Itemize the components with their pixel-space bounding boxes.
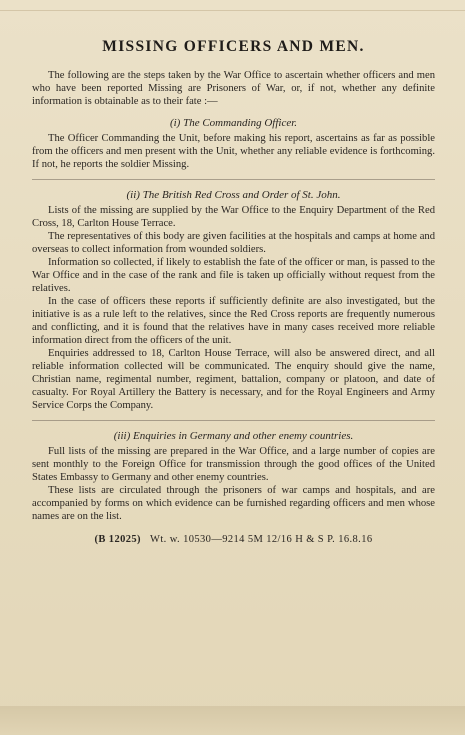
section1-heading-text: (i) The Commanding Officer.	[169, 117, 298, 129]
intro-paragraph: The following are the steps taken by the War Office to ascertain whether officers and men who have been reported Missing are Prisoners of War, or, if not, whether any definite information is obtainable as to their fate :—	[32, 70, 435, 107]
paper-fold-line	[0, 10, 465, 11]
section3-paragraph-1: Full lists of the missing are prepared in the War Office, and a large number of copies are sent monthly to the Foreign Office for transmission through the good offices of the United States Embassy to Germany and other enemy countries.	[32, 446, 435, 483]
section2-paragraph-1: Lists of the missing are supplied by the War Office to the Enquiry Department of the Red Cross, 18, Carlton House Terrace.	[32, 205, 435, 229]
section3-paragraph-2: These lists are circulated through the prisoners of war camps and hospitals, and are accompanied by forms on which evidence can be furnished regarding officers and men whose names are on the list.	[32, 485, 435, 522]
section2-paragraph-4: In the case of officers these reports if sufficiently definite are also investigated, but the initiative is as a rule left to the relatives, since the Red Cross reports are frequently numerous and conflicting, and it is found that the relatives have in many cases received more reliable information direct from the officers of the unit.	[32, 296, 435, 346]
section2-paragraph-5: Enquiries addressed to 18, Carlton House Terrace, will also be answered direct, and all reliable information collected will be communicated. The enquiry should give the name, Christian name, regimental number, regiment, battalion, company or platoon, and date of casualty. For Royal Artillery the Battery is necessary, and for the Royal Engineers and Army Service Corps the Company.	[32, 348, 435, 411]
section2-heading	[32, 189, 435, 201]
section2-heading-text: (ii) The British Red Cross and Order of St. John.	[126, 189, 341, 201]
divider	[32, 179, 435, 180]
section1-heading	[32, 117, 435, 129]
form-code: (B 12025)	[94, 534, 141, 545]
section3-heading	[32, 430, 435, 442]
divider	[32, 420, 435, 421]
section3-heading-text: (iii) Enquiries in Germany and other enemy countries.	[113, 430, 354, 442]
section2-paragraph-2: The representatives of this body are given facilities at the hospitals and camps at home and overseas to collect information from wounded soldiers.	[32, 231, 435, 255]
paper-fold-bottom	[0, 706, 465, 735]
document-title: MISSING OFFICERS AND MEN.	[102, 38, 365, 55]
print-footer	[32, 534, 435, 545]
section2-paragraph-3: Information so collected, if likely to establish the fate of the officer or man, is passed to the War Office and in the case of the rank and file is taken up officially without request from the relatives.	[32, 257, 435, 294]
section1-paragraph-1: The Officer Commanding the Unit, before making his report, ascertains as far as possible from the officers and men present with the Unit, whether any reliable evidence is forthcoming. If not, he reports the soldier Missing.	[32, 133, 435, 170]
print-info: Wt. w. 10530—9214 5M 12/16 H & S P. 16.8.16	[150, 534, 373, 545]
